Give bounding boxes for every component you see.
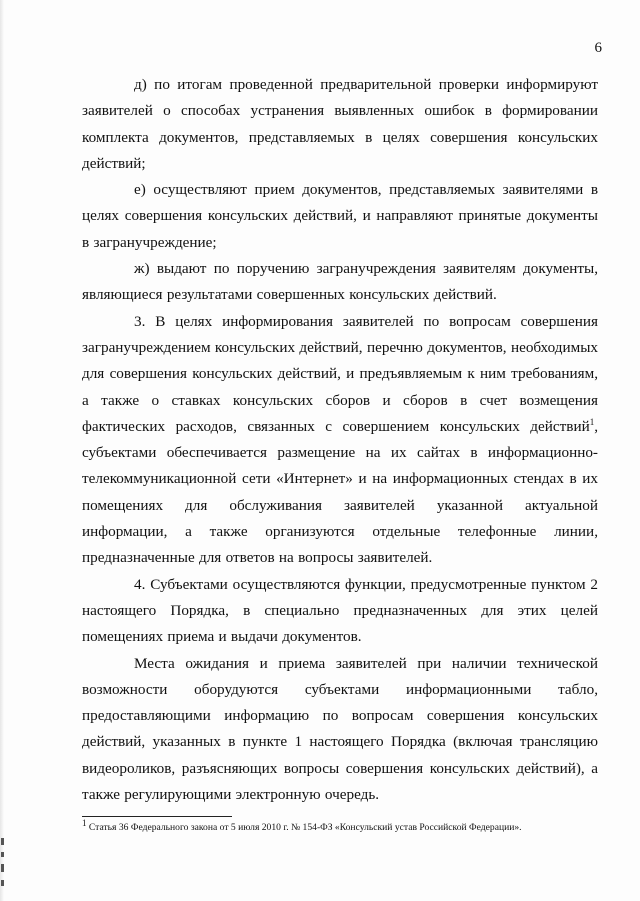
paragraph-3-text-after: , субъектами обеспечивается размещение на их сайтах в информационно-телекоммуникационной сети «Интернет» и на информационных стендах в их помещениях для обслуживания заявителей указанной актуальной информации, а также организуются отдельные телефонные линии, предназначенные для ответов на вопросы заявителей. [82,417,598,567]
paragraph-5: Места ожидания и приема заявителей при наличии технической возможности оборудуются субъектами информационными табло, предоставляющими информацию по вопросам совершения консульских действий, указанных в пункте 1 настоящего Порядка (включая трансляцию видеороликов, разъясняющих вопросы совершения консульских действий), а также регулирующими электронную очередь. [82,654,598,804]
scan-mark [1,880,4,886]
footnote [82,817,602,834]
footnote-separator [82,816,232,817]
scan-mark [1,852,4,857]
page-number: 6 [594,40,602,56]
paragraph-e: е) осуществляют прием документов, представляемых заявителями в целях совершения консульских действий, и направляют принятые документы в загранучреждение; [82,181,598,251]
paragraph-zh: ж) выдают по поручению загранучреждения заявителям документы, являющиеся результатами совершенных консульских действий. [82,260,598,304]
footnote-reference: 1 [589,416,595,427]
body-text [82,72,598,808]
paragraph-d: д) по итогам проведенной предварительной проверки информируют заявителей о способах устранения выявленных ошибок в формировании комплекта документов, представляемых в целях совершения консульских действий; [82,76,598,172]
footnote-text: Статья 36 Федерального закона от 5 июля 2010 г. № 154-ФЗ «Консульский устав Российской Федерации». [86,822,522,833]
paragraph-4: 4. Субъектами осуществляются функции, предусмотренные пунктом 2 настоящего Порядка, в специально предназначенных для этих целей помещениях приема и выдачи документов. [82,575,598,646]
scan-mark [1,864,4,872]
paragraph-3-text-before: 3. В целях информирования заявителей по вопросам совершения загранучреждением консульских действий, перечню документов, необходимых для совершения консульских действий, и предъявляемым к ним требованиям, а также о ставках консульских сборов и сборов в счет возмещения фактических расходов, связанных с совершением консульских действий [82,312,598,435]
scan-mark [1,838,4,845]
scan-edge-shadow [0,0,4,901]
footnote-marker: 1 [82,817,87,828]
paragraph-3 [82,309,598,572]
